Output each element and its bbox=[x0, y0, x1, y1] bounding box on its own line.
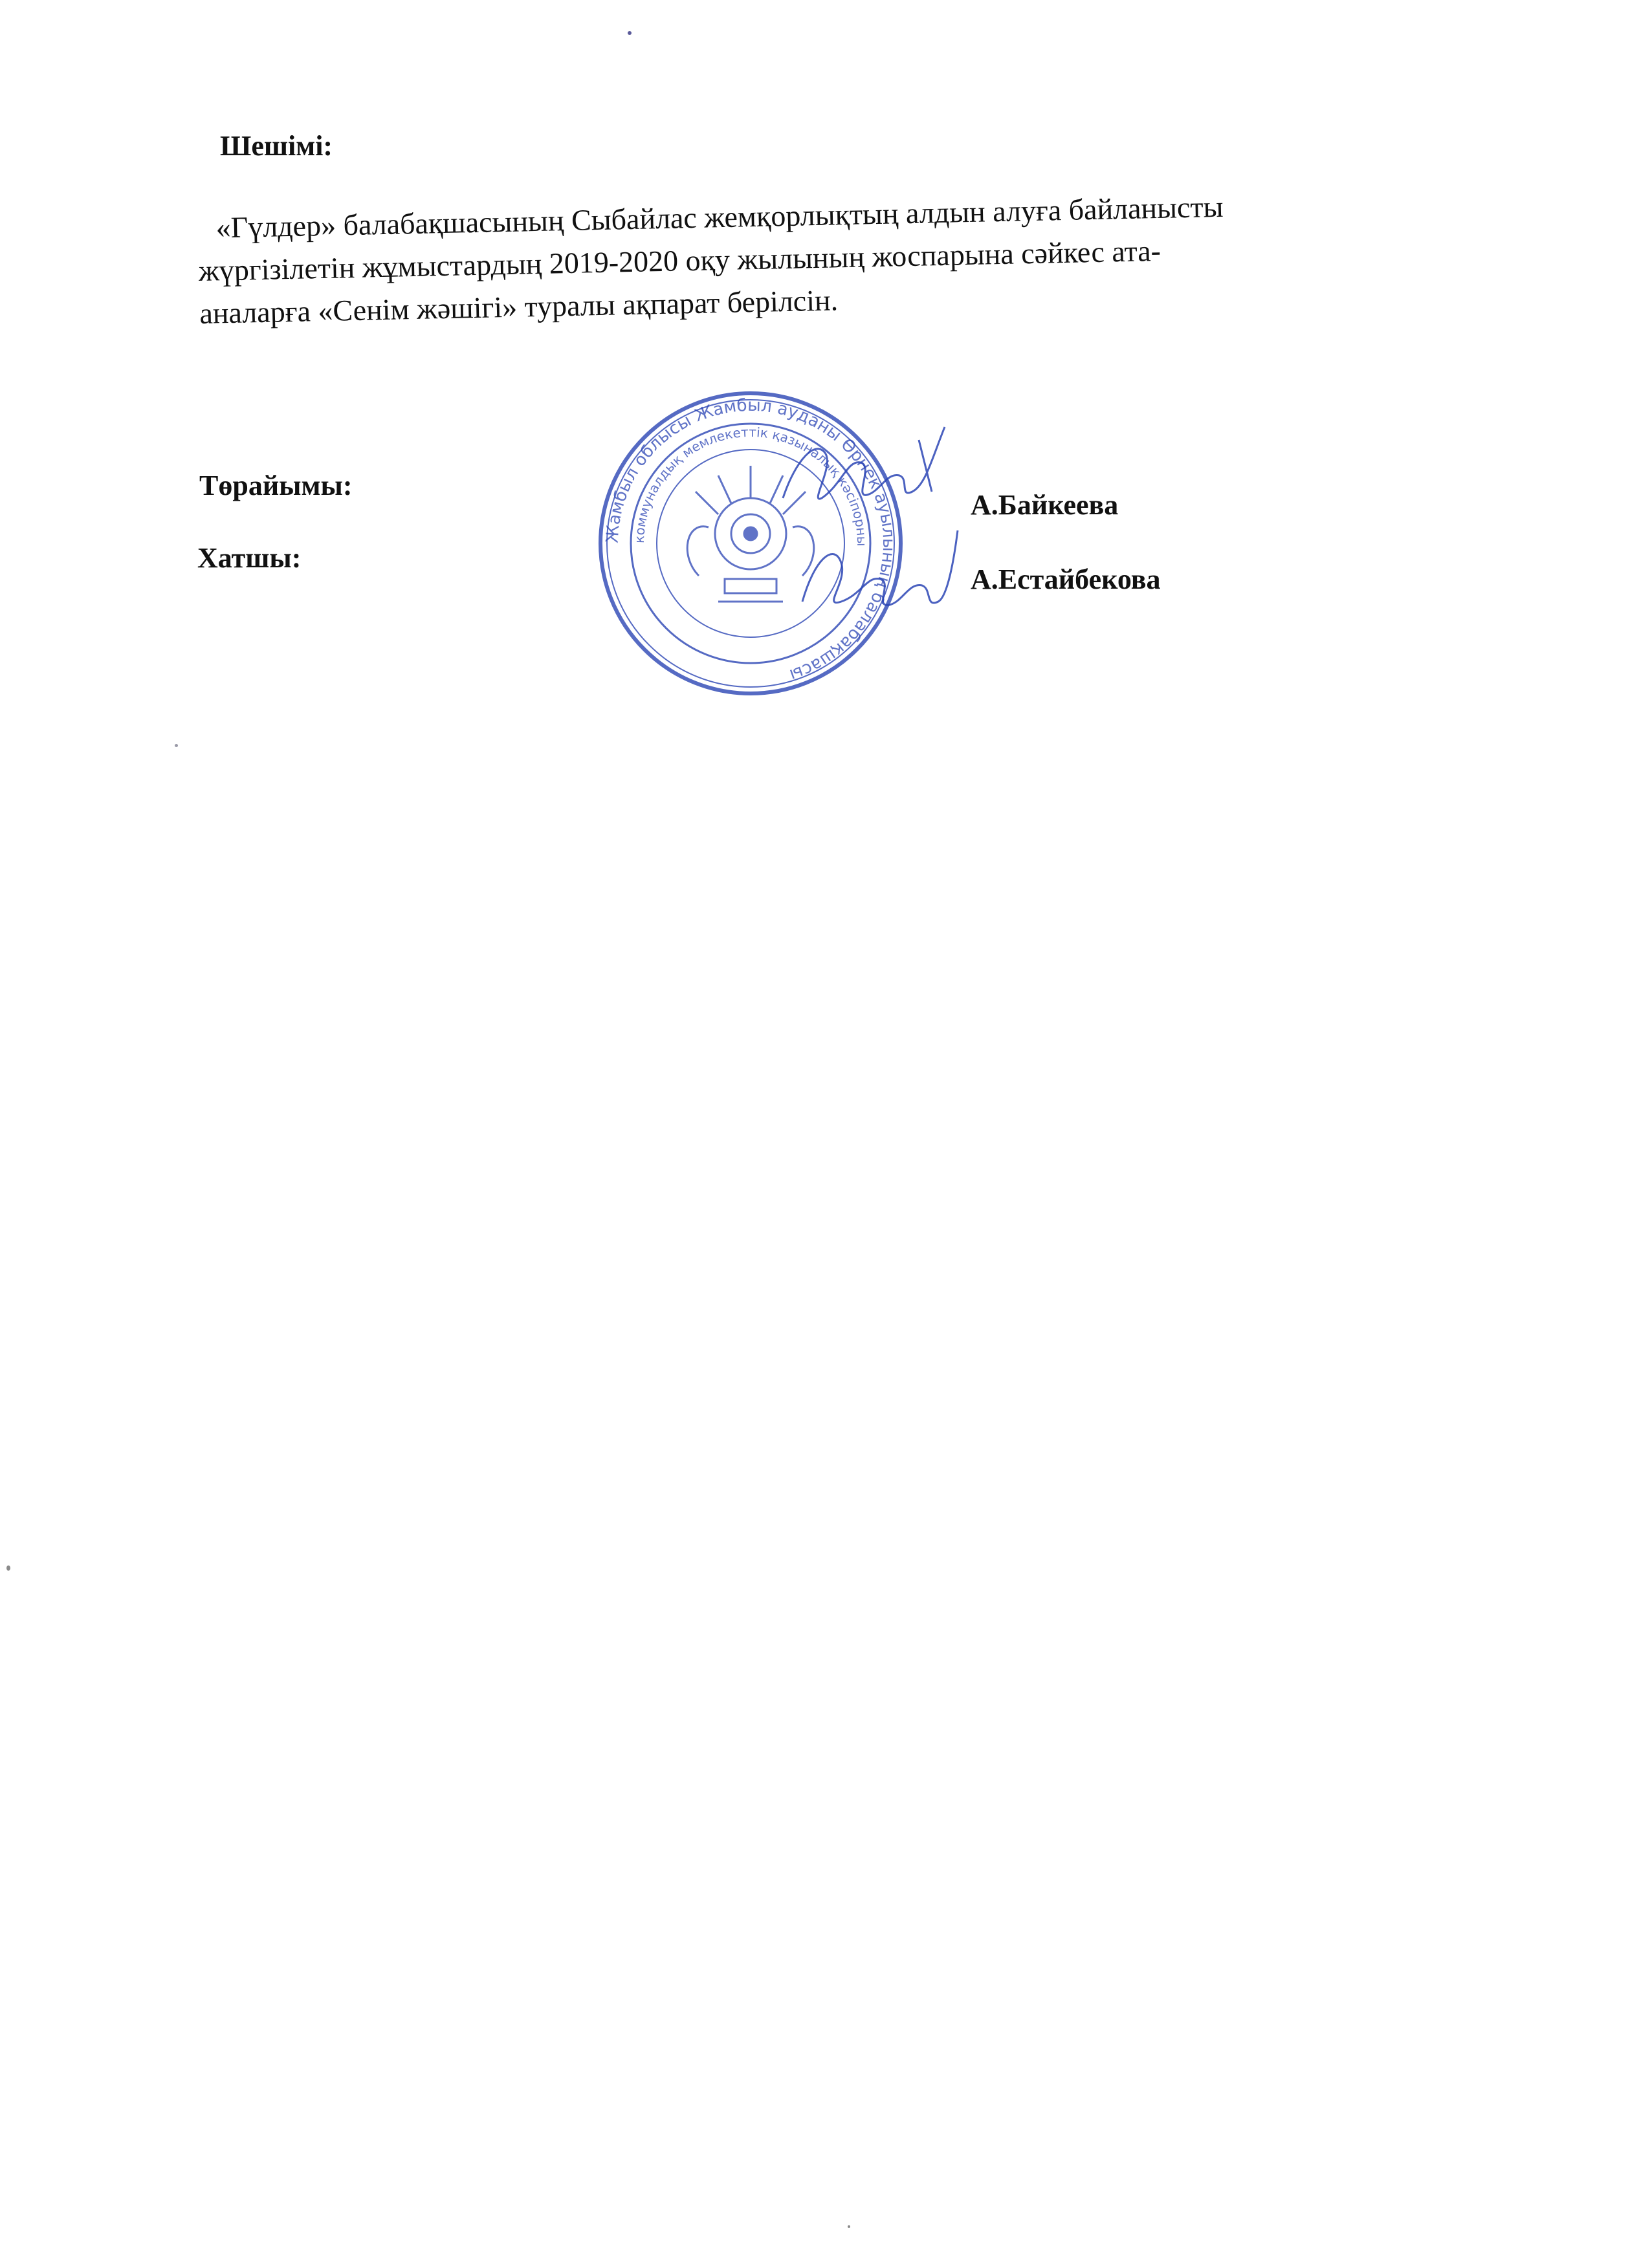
stamp-inner-text: коммуналдық мемлекеттік қазыналық кәсіпорны bbox=[631, 424, 870, 547]
decision-line-2: жүргізілетін жұмыстардың 2019-2020 оқу жылының жоспарына сәйкес ата- bbox=[198, 234, 1161, 287]
decision-heading: Шешімі: bbox=[220, 130, 333, 162]
stamp-outer-text: Жамбыл облысы Жамбыл ауданы Өрнек ауылының балабақшасы bbox=[602, 395, 899, 685]
chair-signature bbox=[770, 401, 964, 530]
decision-line-1: «Гүлдер» балабақшасының Сыбайлас жемқорлықтың алдын алуға байланысты bbox=[215, 190, 1224, 245]
scan-speck bbox=[175, 744, 178, 747]
chair-name: А.Байкеева bbox=[971, 489, 1119, 521]
scan-speck bbox=[6, 1565, 10, 1571]
secretary-name: А.Естайбекова bbox=[971, 563, 1161, 595]
decision-line-3: аналарға «Сенім жәшігі» туралы ақпарат берілсін. bbox=[199, 283, 839, 330]
scan-speck bbox=[848, 2225, 850, 2228]
scan-speck bbox=[628, 31, 632, 35]
secretary-label: Хатшы: bbox=[197, 542, 302, 574]
chair-label: Төрайымы: bbox=[199, 470, 353, 501]
decision-text bbox=[197, 180, 1488, 335]
secretary-signature bbox=[796, 518, 964, 634]
